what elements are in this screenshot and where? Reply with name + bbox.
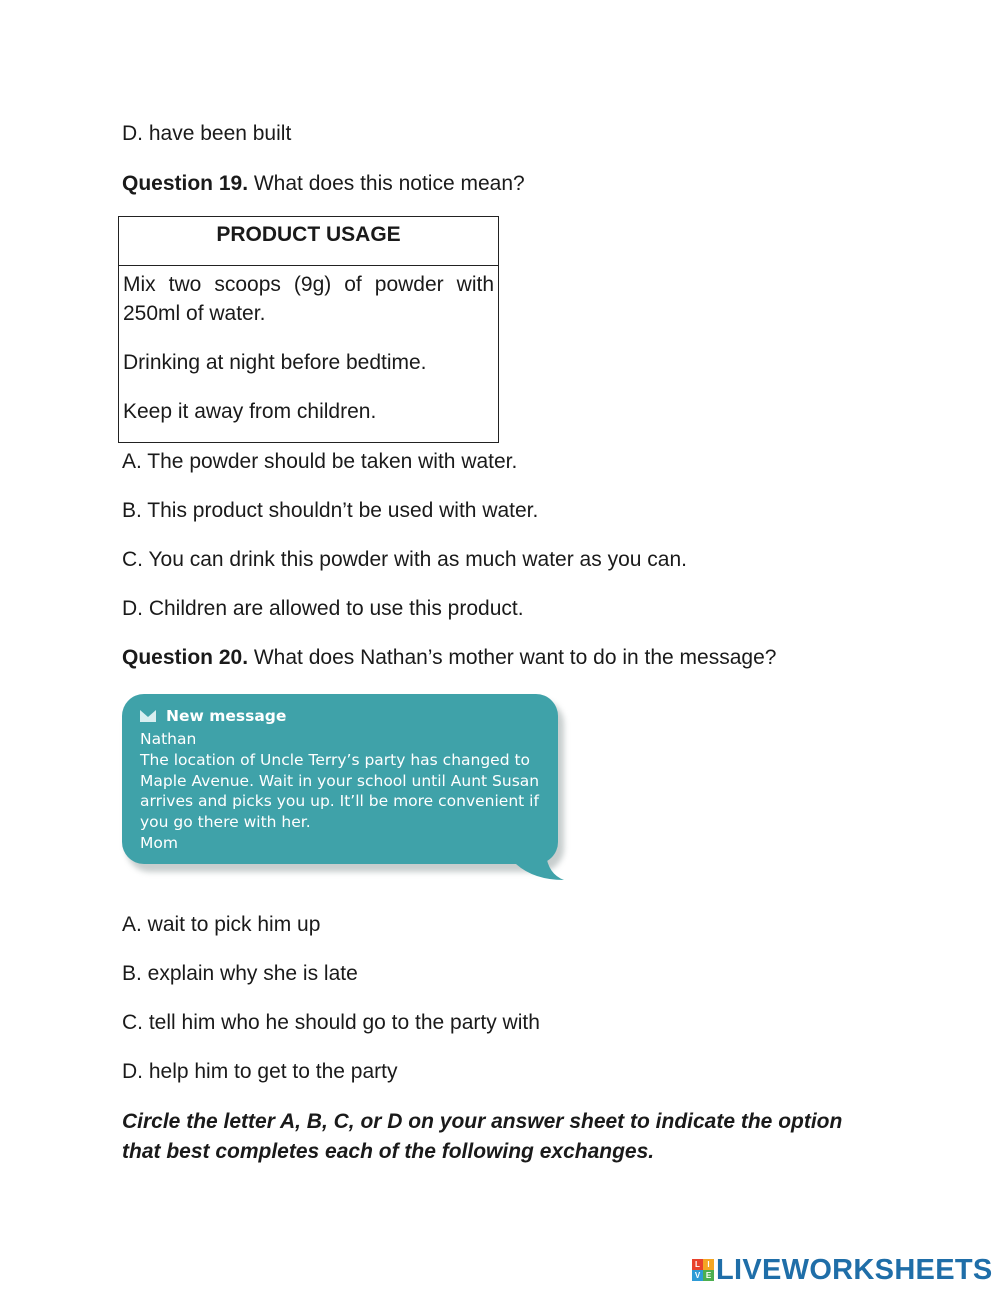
product-usage-notice <box>118 216 499 443</box>
question-19-text: What does this notice mean? <box>248 172 525 195</box>
notice-title: PRODUCT USAGE <box>119 217 498 266</box>
instruction-line-2: that best completes each of the following exchanges. <box>122 1140 655 1163</box>
question-20-label: Question 20. <box>122 646 249 669</box>
q20-option-d[interactable]: D. help him to get to the party <box>122 1060 398 1083</box>
message-signature: Mom <box>140 833 178 852</box>
logo-mark-icon: L I V E <box>692 1259 714 1281</box>
message-line-2: Maple Avenue. Wait in your school until Aunt Susan <box>140 771 540 790</box>
notice-line-1: Mix two scoops (9g) of powder with <box>123 273 494 296</box>
q20-option-b[interactable]: B. explain why she is late <box>122 962 358 985</box>
q19-option-b[interactable]: B. This product shouldn’t be used with water. <box>122 499 539 522</box>
message-line-1: The location of Uncle Terry’s party has changed to <box>140 750 531 769</box>
instruction-line-1: Circle the letter A, B, C, or D on your answer sheet to indicate the option <box>122 1110 843 1133</box>
envelope-icon <box>140 710 156 722</box>
liveworksheets-logo[interactable] <box>692 1255 993 1285</box>
q19-option-d[interactable]: D. Children are allowed to use this product. <box>122 597 524 620</box>
question-19 <box>122 171 525 197</box>
question-20-text: What does Nathan’s mother want to do in the message? <box>248 646 777 669</box>
notice-line-4: Keep it away from children. <box>123 400 377 423</box>
logo-text: LIVEWORKSHEETS <box>716 1253 993 1286</box>
bubble-tail <box>506 854 566 884</box>
section-instruction <box>122 1107 902 1167</box>
message-header-label: New message <box>166 707 287 725</box>
q20-option-c[interactable]: C. tell him who he should go to the party with <box>122 1011 540 1034</box>
q20-option-a[interactable]: A. wait to pick him up <box>122 913 321 936</box>
q19-option-c[interactable]: C. You can drink this powder with as much water as you can. <box>122 548 687 571</box>
q19-option-a[interactable]: A. The powder should be taken with water. <box>122 450 518 473</box>
message-line-4: you go there with her. <box>140 813 311 832</box>
notice-line-3: Drinking at night before bedtime. <box>123 351 427 374</box>
prev-option-d: D. have been built <box>122 122 292 145</box>
message-header <box>140 706 540 726</box>
message-recipient: Nathan <box>140 730 197 748</box>
question-20 <box>122 645 776 671</box>
question-19-label: Question 19. <box>122 172 249 195</box>
message-line-3: arrives and picks you up. It’ll be more convenient if <box>140 792 539 811</box>
notice-line-2: 250ml of water. <box>123 302 266 325</box>
message-bubble <box>122 694 566 886</box>
